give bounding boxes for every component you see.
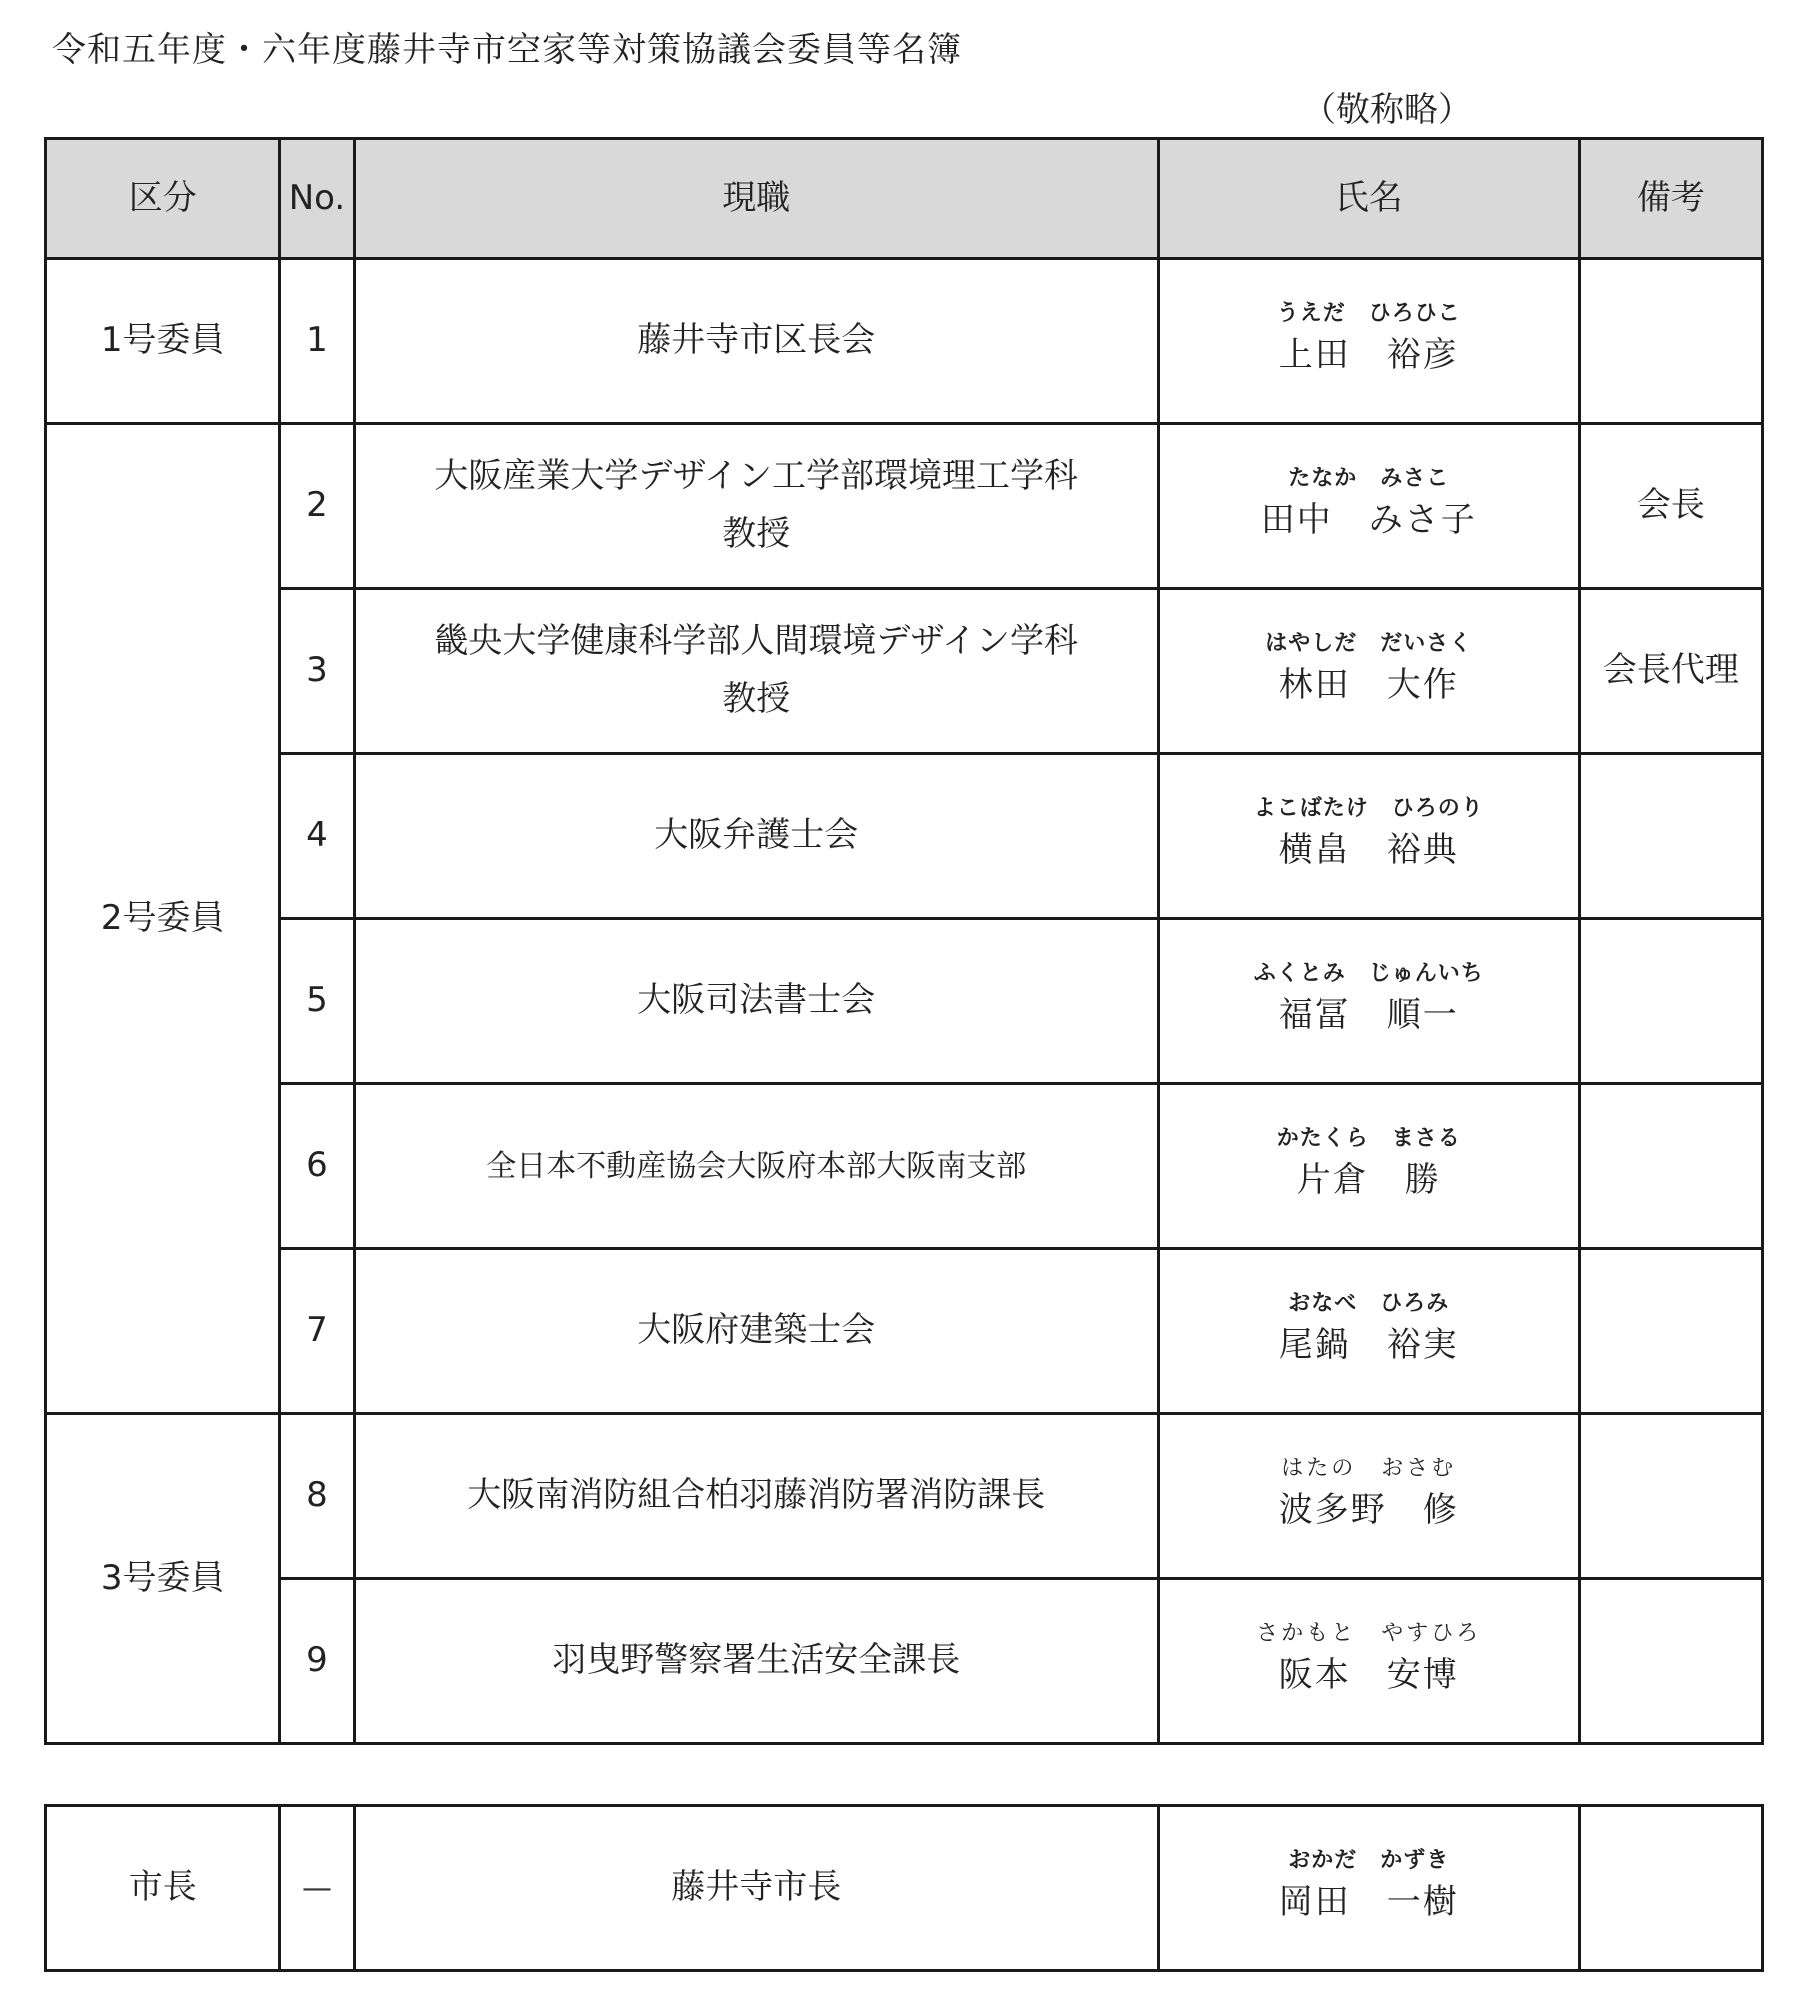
header-no: No. <box>280 139 354 259</box>
job-text: 大阪産業大学デザイン工学部環境理工学科 <box>434 456 1079 497</box>
header-job: 現職 <box>354 139 1158 259</box>
name-cell <box>1158 1579 1579 1744</box>
job-text: 藤井寺市区長会 <box>637 320 876 361</box>
table-row <box>46 424 1763 589</box>
note-cell: 会長 <box>1579 424 1762 589</box>
job-cell <box>354 589 1158 754</box>
job-cell <box>354 919 1158 1084</box>
note-cell: 会長代理 <box>1579 589 1762 754</box>
name-cell <box>1158 754 1579 919</box>
header-name: 氏名 <box>1158 139 1579 259</box>
furigana: おなべ ひろみ <box>1288 1290 1450 1316</box>
note-cell <box>1579 919 1762 1084</box>
member-name: 尾鍋 裕実 <box>1278 1325 1459 1366</box>
table-row <box>46 1249 1763 1414</box>
furigana: よこばたけ ひろのり <box>1253 795 1484 821</box>
row-number: 1 <box>280 259 354 424</box>
name-cell <box>1158 424 1579 589</box>
job-text: 羽曳野警察署生活安全課長 <box>552 1640 961 1681</box>
furigana: はやしだ だいさく <box>1265 630 1473 656</box>
member-name: 横畠 裕典 <box>1278 830 1459 871</box>
members-table <box>44 137 1764 1745</box>
mayor-table <box>44 1804 1764 1972</box>
job-text: 大阪府建築士会 <box>637 1310 876 1351</box>
name-cell <box>1158 1414 1579 1579</box>
row-number: 8 <box>280 1414 354 1579</box>
header-kubun: 区分 <box>46 139 280 259</box>
job-cell <box>354 1579 1158 1744</box>
group-label: 2号委員 <box>46 424 280 1414</box>
job-cell <box>354 1249 1158 1414</box>
note-cell <box>1579 1084 1762 1249</box>
mayor-name: 岡田 一樹 <box>1278 1882 1459 1923</box>
table-row <box>46 1414 1763 1579</box>
group-label: 1号委員 <box>46 259 280 424</box>
job-cell <box>354 1084 1158 1249</box>
note-cell <box>1579 1249 1762 1414</box>
mayor-row <box>46 1806 1763 1971</box>
job-text: 畿央大学健康科学部人間環境デザイン学科 <box>434 621 1079 662</box>
member-name: 上田 裕彦 <box>1278 335 1459 376</box>
furigana: かたくら まさる <box>1276 1125 1461 1151</box>
job-cell <box>354 754 1158 919</box>
member-name: 阪本 安博 <box>1278 1655 1459 1696</box>
table-row <box>46 1084 1763 1249</box>
row-number: 2 <box>280 424 354 589</box>
mayor-name-cell <box>1158 1806 1579 1971</box>
page-title: 令和五年度・六年度藤井寺市空家等対策協議会委員等名簿 <box>52 30 962 70</box>
row-number: 6 <box>280 1084 354 1249</box>
note-cell <box>1579 1579 1762 1744</box>
mayor-job: 藤井寺市長 <box>354 1806 1158 1971</box>
member-name: 波多野 修 <box>1278 1490 1459 1531</box>
job-text: 大阪司法書士会 <box>637 980 876 1021</box>
mayor-note <box>1579 1806 1762 1971</box>
table-row <box>46 919 1763 1084</box>
member-name: 田中 みさ子 <box>1260 500 1477 541</box>
furigana: たなか みさこ <box>1288 465 1450 491</box>
group-label: 3号委員 <box>46 1414 280 1744</box>
name-cell <box>1158 589 1579 754</box>
mayor-no: — <box>280 1806 354 1971</box>
mayor-kubun: 市長 <box>46 1806 280 1971</box>
job-text: 全日本不動産協会大阪府本部大阪南支部 <box>486 1149 1027 1185</box>
job-cell <box>354 1414 1158 1579</box>
row-number: 7 <box>280 1249 354 1414</box>
furigana: さかもと やすひろ <box>1256 1620 1482 1646</box>
note-cell <box>1579 754 1762 919</box>
name-cell <box>1158 1084 1579 1249</box>
table-row <box>46 589 1763 754</box>
note-cell <box>1579 259 1762 424</box>
job-text: 大阪弁護士会 <box>654 815 859 856</box>
row-number: 4 <box>280 754 354 919</box>
furigana: ふくとみ じゅんいち <box>1253 960 1484 986</box>
name-cell <box>1158 1249 1579 1414</box>
table-row <box>46 1579 1763 1744</box>
row-number: 3 <box>280 589 354 754</box>
table-row <box>46 259 1763 424</box>
furigana: おかだ かずき <box>1288 1847 1450 1873</box>
header-row <box>46 139 1763 259</box>
job-text: 大阪南消防組合柏羽藤消防署消防課長 <box>467 1475 1046 1516</box>
member-name: 林田 大作 <box>1278 665 1459 706</box>
member-name: 福冨 順一 <box>1278 995 1459 1036</box>
furigana: うえだ ひろひこ <box>1276 300 1461 326</box>
job-text-line2: 教授 <box>722 514 791 554</box>
job-cell <box>354 259 1158 424</box>
row-number: 9 <box>280 1579 354 1744</box>
header-note: 備考 <box>1579 139 1762 259</box>
honorific-note: （敬称略） <box>1302 90 1472 130</box>
row-number: 5 <box>280 919 354 1084</box>
job-cell <box>354 424 1158 589</box>
note-cell <box>1579 1414 1762 1579</box>
name-cell <box>1158 259 1579 424</box>
job-text-line2: 教授 <box>722 679 791 719</box>
table-row <box>46 754 1763 919</box>
furigana: はたの おさむ <box>1281 1455 1457 1481</box>
member-name: 片倉 勝 <box>1296 1160 1441 1201</box>
name-cell <box>1158 919 1579 1084</box>
